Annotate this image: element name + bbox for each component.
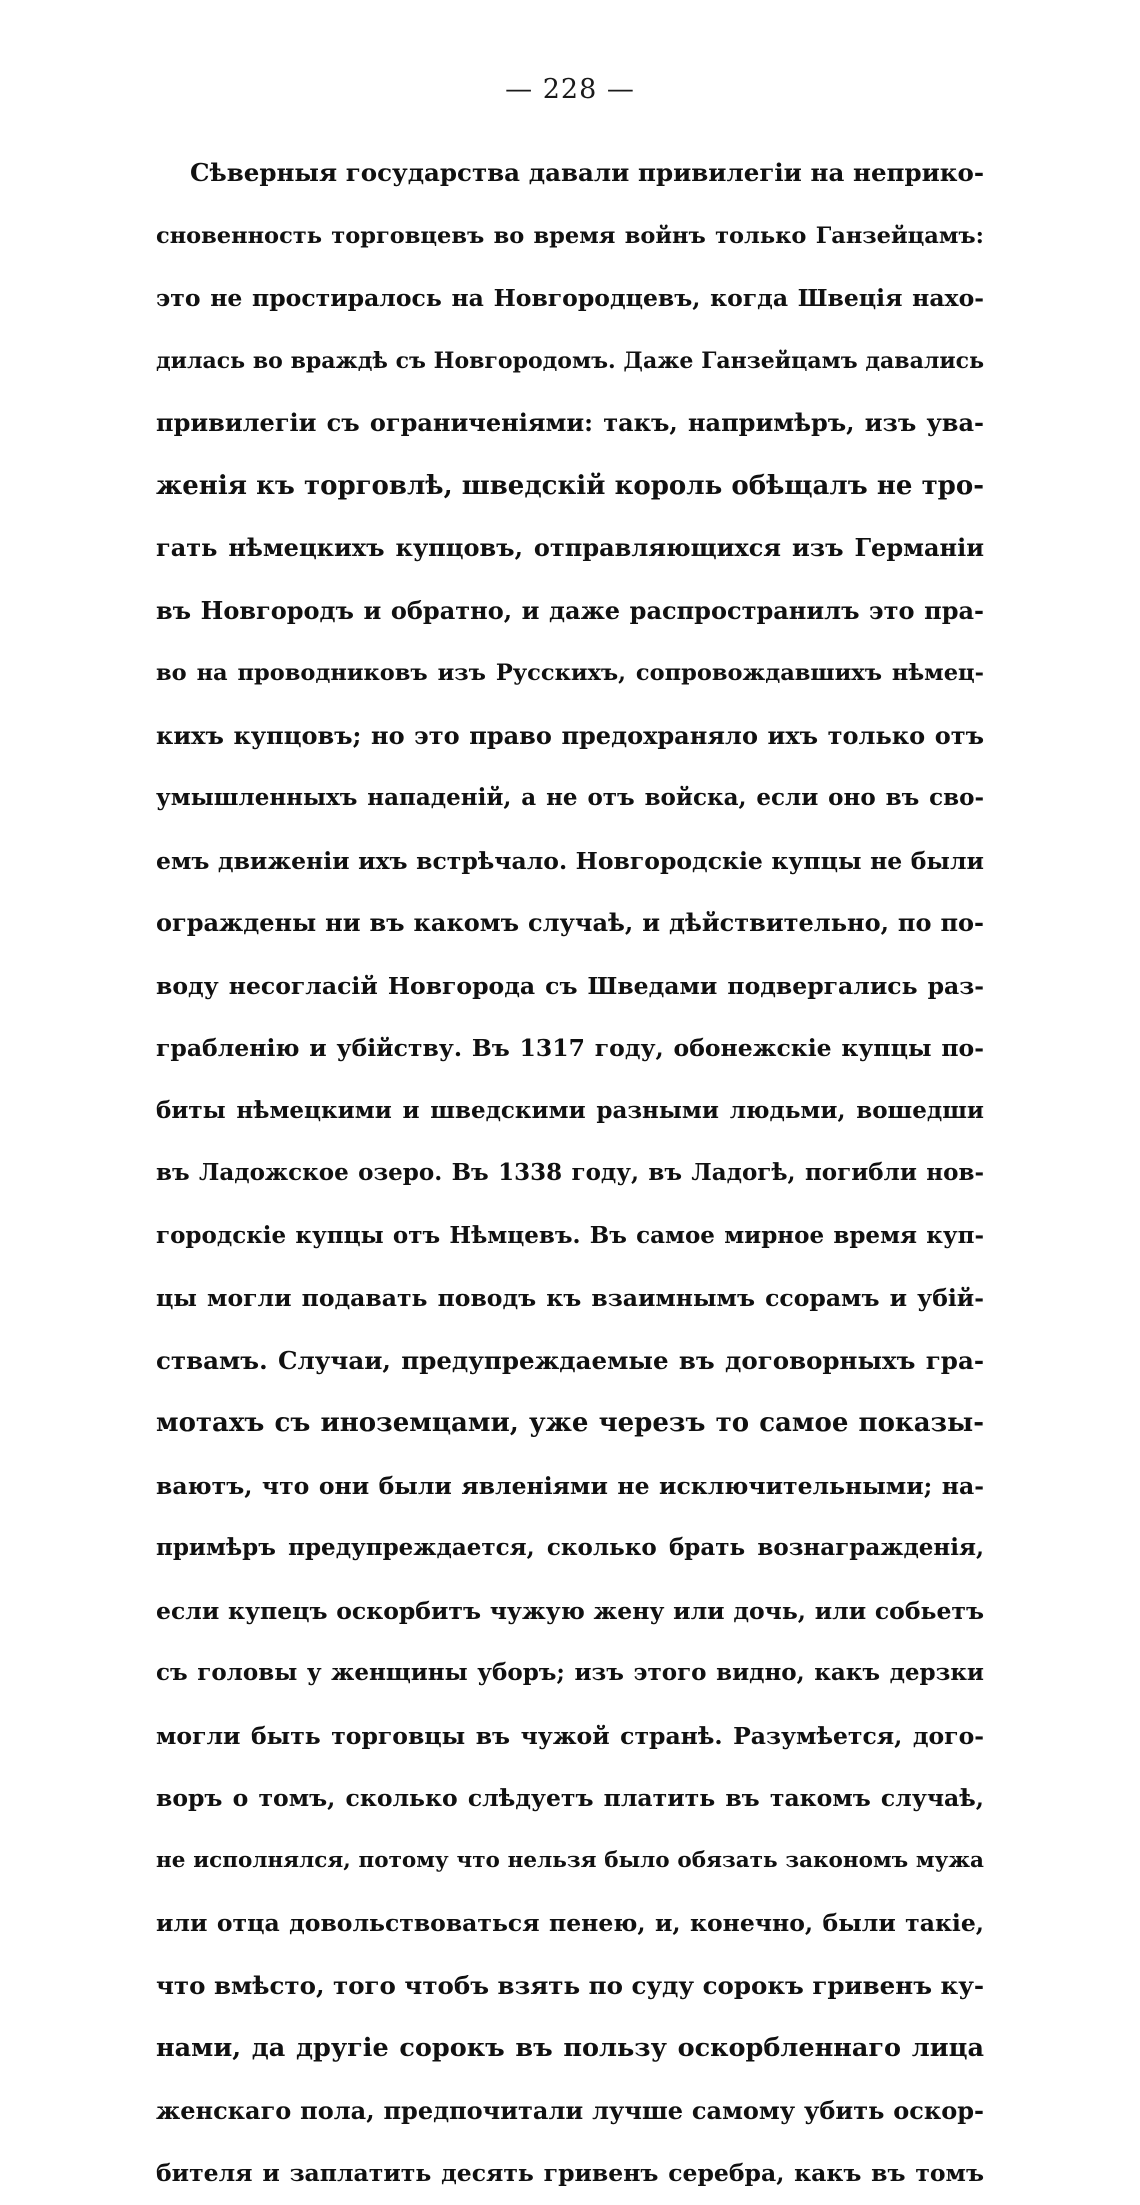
text-line: съ головы у женщины уборъ; изъ этого видно, какъ дерзки <box>156 1659 984 1686</box>
text-line: сновенность торговцевъ во время войнъ только Ганзейцамъ: <box>156 222 984 249</box>
text-line: цы могли подавать поводъ къ взаимнымъ ссорамъ и убій- <box>156 1284 984 1312</box>
text-line: въ Ладожское озеро. Въ 1338 году, въ Ладогѣ, погибли нов- <box>156 1159 984 1186</box>
text-line: мотахъ съ иноземцами, уже черезъ то самое показы- <box>156 1408 984 1438</box>
text-line: во на проводниковъ изъ Русскихъ, сопровождавшихъ нѣмец- <box>156 660 984 686</box>
text-line: кихъ купцовъ; но это право предохраняло ихъ только отъ <box>156 720 984 750</box>
text-line: могли быть торговцы въ чужой странѣ. Разумѣется, дого- <box>156 1721 984 1750</box>
text-line: женскаго пола, предпочитали лучше самому убить оскор- <box>156 2095 984 2125</box>
text-line: привилегіи съ ограниченіями: такъ, напримѣръ, изъ ува- <box>156 408 984 437</box>
text-line: не исполнялся, потому что нельзя было обязать закономъ мужа <box>156 1847 984 1873</box>
text-line: умышленныхъ нападеній, а не отъ войска, если оно въ сво- <box>156 784 984 811</box>
page-number: — 228 — <box>505 74 635 105</box>
text-line: Сѣверныя государства давали привилегіи на неприко- <box>190 158 984 187</box>
text-line: или отца довольствоваться пенею, и, конечно, были такіе, <box>156 1909 984 1937</box>
text-line: емъ движеніи ихъ встрѣчало. Новгородскіе купцы не были <box>156 846 984 875</box>
text-line: что вмѣсто, того чтобъ взять по суду сорокъ гривенъ ку- <box>156 1970 985 2000</box>
text-line: гать нѣмецкихъ купцовъ, отправляющихся изъ Германіи <box>156 533 984 562</box>
text-line: ваютъ, что они были явленіями не исключительными; на- <box>156 1471 984 1500</box>
text-line: ограждены ни въ какомъ случаѣ, и дѣйствительно, по по- <box>156 908 984 937</box>
text-line: въ Новгородъ и обратно, и даже распространилъ это пра- <box>156 595 984 625</box>
text-line: женія къ торговлѣ, шведскій король обѣщалъ не тро- <box>156 470 984 501</box>
text-line: это не простиралось на Новгородцевъ, когда Швеція нахо- <box>156 284 984 312</box>
text-line: воръ о томъ, сколько слѣдуетъ платить въ такомъ случаѣ, <box>156 1784 984 1812</box>
text-line: городскіе купцы отъ Нѣмцевъ. Въ самое мирное время куп- <box>156 1221 984 1249</box>
text-line: дилась во враждѣ съ Новгородомъ. Даже Ганзейцамъ давались <box>156 347 984 374</box>
text-line: грабленію и убійству. Въ 1317 году, обонежскіе купцы по- <box>156 1034 984 1062</box>
text-line: нами, да другіе сорокъ въ пользу оскорбленнаго лица <box>156 2033 984 2063</box>
text-line: ствамъ. Случаи, предупреждаемые въ договорныхъ гра- <box>156 1345 984 1375</box>
body-text <box>156 142 984 2205</box>
text-line: примѣръ предупреждается, сколько брать вознагражденія, <box>156 1534 984 1561</box>
text-line: бителя и заплатить десять гривенъ серебра, какъ въ томъ <box>156 2159 984 2187</box>
text-line: биты нѣмецкими и шведскими разными людьми, вошедши <box>156 1096 984 1124</box>
text-line: воду несогласій Новгорода съ Шведами подвергались раз- <box>156 971 984 1000</box>
text-line: если купецъ оскорбитъ чужую жену или дочь, или собьетъ <box>156 1596 984 1625</box>
